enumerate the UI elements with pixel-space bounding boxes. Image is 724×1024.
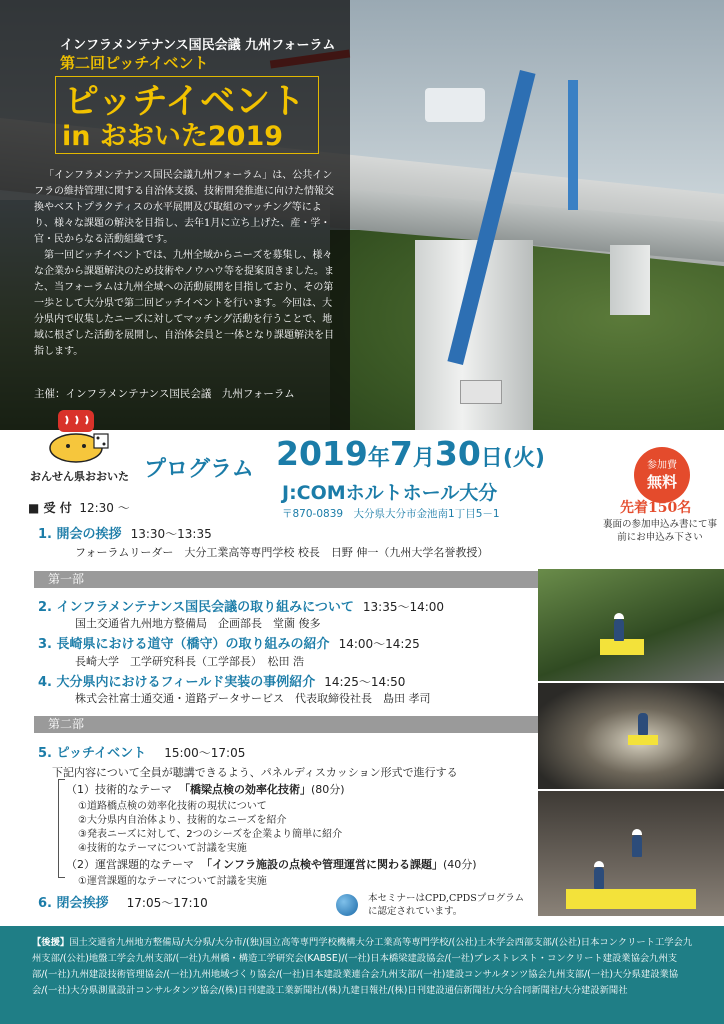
program-label: プログラム bbox=[144, 457, 254, 482]
venue: J:COMホルトホール大分 bbox=[282, 482, 498, 504]
forum-label: インフラメンテナンス国民会議 九州フォーラム bbox=[60, 38, 336, 53]
theme-1-label: （1）技術的なテーマ bbox=[66, 783, 172, 796]
registration-notice: 裏面の参加申込み書にて事前にお申込み下さい bbox=[602, 519, 717, 543]
fee-badge bbox=[634, 447, 690, 503]
item-3-speaker: 長崎大学 工学研究科長（工学部長） 松田 浩 bbox=[75, 655, 304, 668]
reception bbox=[28, 499, 130, 516]
item-4 bbox=[38, 671, 405, 690]
item-5-time: 15:00～17:05 bbox=[164, 746, 246, 760]
photo-scaffold-inspection bbox=[538, 791, 724, 916]
event-subtitle: 第二回ピッチイベント bbox=[60, 54, 209, 72]
item-5-title: 5. ピッチイベント bbox=[38, 746, 147, 761]
item-1-time: 13:30～13:35 bbox=[130, 527, 212, 541]
lift-platform bbox=[600, 639, 644, 655]
date-year-unit: 年 bbox=[367, 446, 390, 471]
date-month-unit: 月 bbox=[412, 446, 435, 471]
supporters-list: 国土交通省九州地方整備局/大分県/大分市/(独)国立高等専門学校機構大分工業高等専門学校/(公社)土木学会西部支部/(公社)日本コンクリート工学会九州支部/(公社)地盤工学会九州支部/(一社)九州橋・構造工学研究会(KABSE)/(一社)日本橋梁建設協会/(一社)プレストレスト・コンクリート建設業協会九州支部/(一社)九州建設技術管理協会/(一社)九州地域づくり協会/(一社)日本建設業連合会九州支部/(一社)建設コンサルタンツ協会九州支部/(一社)大分県建設業協会/(一社)大分県測量設計コンサルタンツ協会/(株)日刊建設工業新聞社/(株)九建日報社/(株)日刊建設通信新聞社/大分合同新聞社/大分建設新聞社 bbox=[32, 937, 693, 996]
item-3-time: 14:00～14:25 bbox=[338, 637, 420, 651]
crane-arm-upper bbox=[568, 80, 578, 210]
date-day: 30 bbox=[434, 434, 481, 473]
item-1-title: 1. 開会の挨拶 bbox=[38, 527, 122, 542]
worker-helmet-scaffold bbox=[632, 829, 642, 835]
reception-time: 12:30 ～ bbox=[79, 501, 130, 515]
supporters-label: 【後援】 bbox=[32, 937, 70, 948]
item-3 bbox=[38, 633, 420, 652]
onsen-mascot-icon bbox=[36, 408, 116, 466]
item-6-title: 6. 閉会挨拶 bbox=[38, 896, 109, 911]
tunnel-lift bbox=[628, 735, 658, 745]
theme-2-point-1: ①運営課題的なテーマについて討議を実施 bbox=[78, 876, 267, 887]
theme-1-point-3: ③発表ニーズに対して、2つのシーズを企業より簡単に紹介 bbox=[78, 829, 343, 840]
inspection-truck bbox=[425, 88, 485, 122]
theme-2 bbox=[66, 856, 477, 872]
theme-1-title: 「橋梁点検の効率化技術」 bbox=[179, 783, 311, 796]
worker-figure-scaffold bbox=[632, 835, 642, 857]
theme-1 bbox=[66, 781, 345, 797]
reception-label: ■ 受 付 bbox=[28, 501, 72, 515]
worker-figure-ground bbox=[594, 867, 604, 889]
item-3-title: 3. 長崎県における道守（橋守）の取り組みの紹介 bbox=[38, 637, 330, 652]
theme-1-point-4: ④技術的なテーマについて討議を実施 bbox=[78, 843, 247, 854]
item-6-time: 17:05～17:10 bbox=[126, 896, 208, 910]
theme-2-title: 「インフラ施設の点検や管理運営に関わる課題」 bbox=[201, 858, 443, 871]
section-part-1: 第一部 bbox=[34, 571, 541, 588]
photo-bridge-inspection bbox=[538, 569, 724, 681]
intro-paragraph-2: 第一回ピッチイベントでは、九州全域からニーズを募集し、様々な企業から課題解決のため技術やノウハウ等を提案頂きました。また、当フォーラムは九州全域への活動展開を目指しており、その第一歩として大分県で第二回ピッチイベントを行います。今回は、大分県内で収集したニーズに対してマッチング活動を行うことで、地域に根ざした活動を展開し、自治体会員と一体となり課題解決を目指します。 bbox=[34, 250, 334, 357]
section-part-2: 第二部 bbox=[34, 716, 541, 733]
item-4-speaker: 株式会社富士通交通・道路データサービス 代表取締役社長 島田 孝司 bbox=[75, 692, 431, 705]
fee-value: 無料 bbox=[646, 473, 677, 491]
theme-bracket bbox=[58, 779, 65, 878]
event-date bbox=[276, 434, 545, 473]
theme-2-duration: (40分) bbox=[443, 858, 477, 871]
theme-1-point-2: ②大分県内自治体より、技術的なニーズを紹介 bbox=[78, 815, 287, 826]
intro-text bbox=[34, 168, 334, 360]
item-2 bbox=[38, 596, 444, 615]
address: 〒870-0839 大分県大分市金池南1丁目5－1 bbox=[282, 508, 500, 520]
main-title: ピッチイベント bbox=[64, 82, 306, 122]
cpd-notice: 本セミナーはCPD,CPDSプログラムに認定されています。 bbox=[368, 893, 525, 917]
item-2-time: 13:35～14:00 bbox=[362, 600, 445, 614]
mascot-name: おんせん県おおいた bbox=[30, 470, 129, 483]
worker-figure bbox=[614, 619, 624, 641]
cpd-globe-icon bbox=[336, 894, 358, 916]
item-5-description: 下記内容について全員が聴講できるよう、パネルディスカッション形式で進行する bbox=[52, 766, 458, 779]
inspection-bucket bbox=[460, 380, 502, 404]
item-4-time: 14:25～14:50 bbox=[324, 675, 406, 689]
bridge-pier-far bbox=[610, 245, 650, 315]
theme-1-duration: (80分) bbox=[311, 783, 345, 796]
date-weekday: (火) bbox=[502, 446, 545, 471]
seat-limit: 先着150名 bbox=[620, 500, 692, 516]
worker-figure-tunnel bbox=[638, 713, 648, 735]
item-1-speaker: フォーラムリーダー 大分工業高等専門学校 校長 日野 伸一（九州大学名誉教授） bbox=[75, 546, 489, 559]
photo-tunnel-inspection bbox=[538, 683, 724, 789]
supporters bbox=[32, 935, 696, 999]
date-day-unit: 日 bbox=[480, 446, 503, 471]
item-5 bbox=[38, 742, 245, 761]
worker-helmet bbox=[614, 613, 624, 619]
date-year: 2019 bbox=[276, 434, 368, 473]
fee-label: 参加費 bbox=[647, 460, 677, 471]
item-4-title: 4. 大分県内におけるフィールド実装の事例紹介 bbox=[38, 675, 316, 690]
item-2-speaker: 国土交通省九州地方整備局 企画部長 堂薗 俊多 bbox=[75, 617, 321, 630]
item-2-title: 2. インフラメンテナンス国民会議の取り組みについて bbox=[38, 600, 354, 615]
sponsor: 主催：インフラメンテナンス国民会議 九州フォーラム bbox=[34, 388, 295, 400]
intro-paragraph-1: 「インフラメンテナンス国民会議九州フォーラム」は、公共インフラの維持管理に関する自治体支援、技術開発推進に向けた情報交換やベストプラクティスの水平展開及び取組のマッチング等により、様々な課題の解決を目指し、去年1月に立ち上げた、産・学・官・民からなる活動組織です。 bbox=[34, 170, 334, 245]
theme-1-point-1: ①道路橋点検の効率化技術の現状について bbox=[78, 801, 267, 812]
scaffold-base bbox=[566, 889, 696, 909]
item-1 bbox=[38, 523, 212, 542]
item-6 bbox=[38, 892, 208, 911]
theme-2-label: （2）運営課題的なテーマ bbox=[66, 858, 194, 871]
worker-helmet-ground bbox=[594, 861, 604, 867]
main-title-line2: in おおいた2019 bbox=[62, 121, 284, 152]
date-month: 7 bbox=[389, 434, 413, 473]
